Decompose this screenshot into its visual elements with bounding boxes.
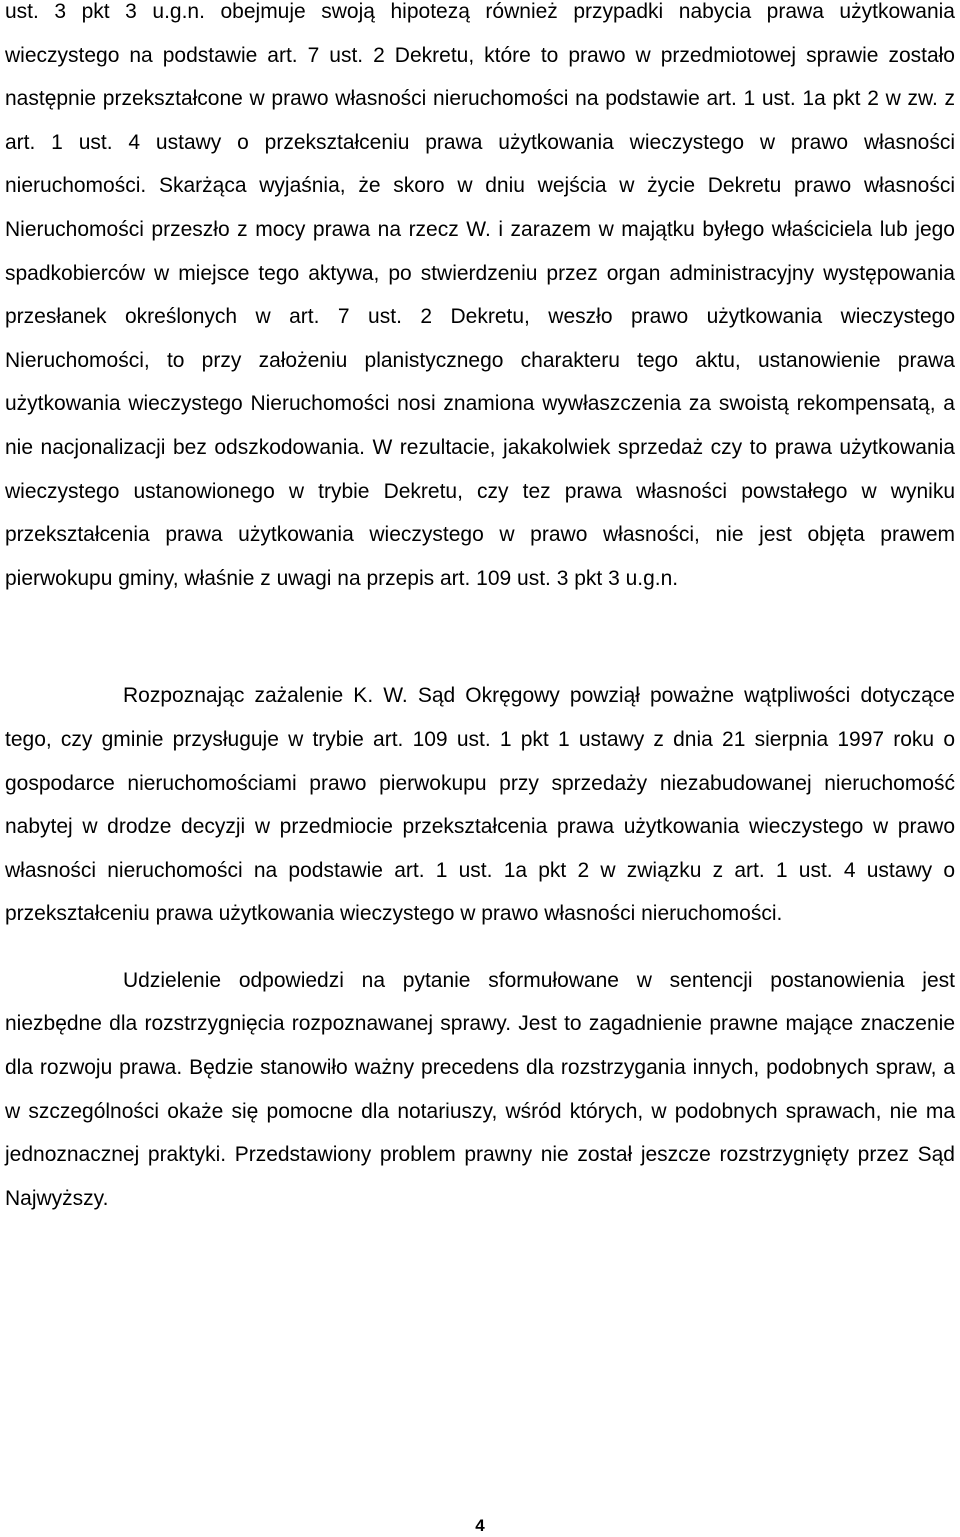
paragraph-complainant-argument: ust. 3 pkt 3 u.g.n. obejmuje swoją hipotezą również przypadki nabycia prawa użytkowania wieczystego na podstawie art. 7 ust. 2 Dekretu, które to prawo w przedmiotowej sprawie zostało następnie przekształcone w prawo własności nieruchomości na podstawie art. 1 ust. 1a pkt 2 w zw. z art. 1 ust. 4 ustawy o przekształceniu prawa użytkowania wieczystego w prawo własności nieruchomości. Skarżąca wyjaśnia, że skoro w dniu wejścia w życie Dekretu prawo własności Nieruchomości przeszło z mocy prawa na rzecz W. i zarazem w majątku byłego właściciela lub jego spadkobierców w miejsce tego aktywa, po stwierdzeniu przez organ administracyjny występowania przesłanek określonych w art. 7 ust. 2 Dekretu, weszło prawo użytkowania wieczystego Nieruchomości, to przy założeniu planistycznego charakteru tego aktu, ustanowienie prawa użytkowania wieczystego Nieruchomości nosi znamiona wywłaszczenia za swoistą rekompensatą, a nie nacjonalizacji bez odszkodowania. W rezultacie, jakakolwiek sprzedaż czy to prawa użytkowania wieczystego ustanowionego w trybie Dekretu, czy tez prawa własności powstałego w wyniku przekształcenia prawa użytkowania wieczystego w prawo własności, nie jest objęta prawem pierwokupu gminy, właśnie z uwagi na przepis art. 109 ust. 3 pkt 3 u.g.n. (5, 0, 955, 590)
paragraph-significance: Udzielenie odpowiedzi na pytanie sformułowane w sentencji postanowienia jest niezbędne dla rozstrzygnięcia rozpoznawanej sprawy. Jest to zagadnienie prawne mające znaczenie dla rozwoju prawa. Będzie stanowiło ważny precedens dla rozstrzygania innych, podobnych spraw, a w szczególności okaże się pomocne dla notariuszy, wśród których, w podobnych sprawach, nie ma jednoznacznej praktyki. Przedstawiony problem prawny nie został jeszcze rozstrzygnięty przez Sąd Najwyższy. (5, 968, 955, 1210)
paragraph-court-doubts: Rozpoznając zażalenie K. W. Sąd Okręgowy powziął poważne wątpliwości dotyczące tego, czy gminie przysługuje w trybie art. 109 ust. 1 pkt 1 ustawy z dnia 21 sierpnia 1997 roku o gospodarce nieruchomościami prawo pierwokupu przy sprzedaży niezabudowanej nieruchomość nabytej w drodze decyzji w przedmiocie przekształcenia prawa użytkowania wieczystego w prawo własności nieruchomości na podstawie art. 1 ust. 1a pkt 2 w związku z art. 1 ust. 4 ustawy o przekształceniu prawa użytkowania wieczystego w prawo własności nieruchomości. (5, 684, 955, 926)
document-page (5, 0, 955, 1220)
page-number: 4 (475, 1516, 485, 1535)
